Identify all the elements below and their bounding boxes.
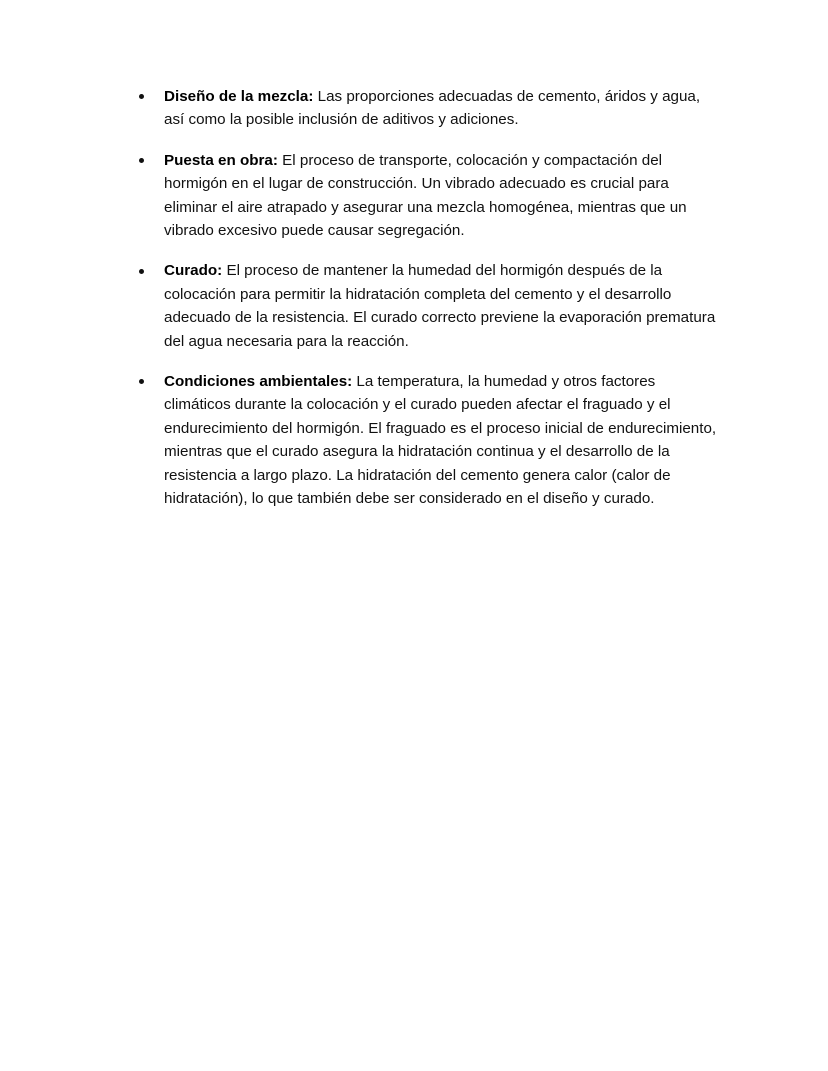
bullet-icon [139,269,144,274]
list-item-term: Curado: [164,262,223,280]
list-item-text: El proceso de transporte, colocación y compactación del hormigón en el lugar de construcción. Un vibrado adecuado es crucial para eliminar el aire atrapado y asegurar una mezcla homogénea, mientras que un vibrado excesivo puede causar segregación. [164,151,687,240]
list-item-term: Puesta en obra: [164,151,278,169]
document-body [134,85,720,511]
list-item [134,85,720,132]
list-item-text: La temperatura, la humedad y otros factores climáticos durante la colocación y el curado pueden afectar el fraguado y el endurecimiento del hormigón. El fraguado es el proceso inicial de endurecimiento, mientras que el curado asegura la hidratación continua y el desarrollo de la resistencia a largo plazo. La hidratación del cemento genera calor (calor de hidratación), lo que también debe ser considerado en el diseño y curado. [164,373,717,508]
list-item [134,149,720,243]
list-item-term: Diseño de la mezcla: [164,88,314,105]
bullet-icon [139,379,144,384]
bullet-icon [139,94,144,99]
list-item [134,370,720,510]
concrete-factors-list [134,85,720,511]
list-item-text: Las proporciones adecuadas de cemento, áridos y agua, así como la posible inclusión de aditivos y adiciones. [164,88,701,129]
bullet-icon [139,158,144,163]
list-item-term: Condiciones ambientales: [164,373,353,391]
list-item-text: El proceso de mantener la humedad del hormigón después de la colocación para permitir la hidratación completa del cemento y el desarrollo adecuado de la resistencia. El curado correcto previene la evaporación prematura del agua necesaria para la reacción. [164,262,716,350]
list-item [134,259,720,353]
